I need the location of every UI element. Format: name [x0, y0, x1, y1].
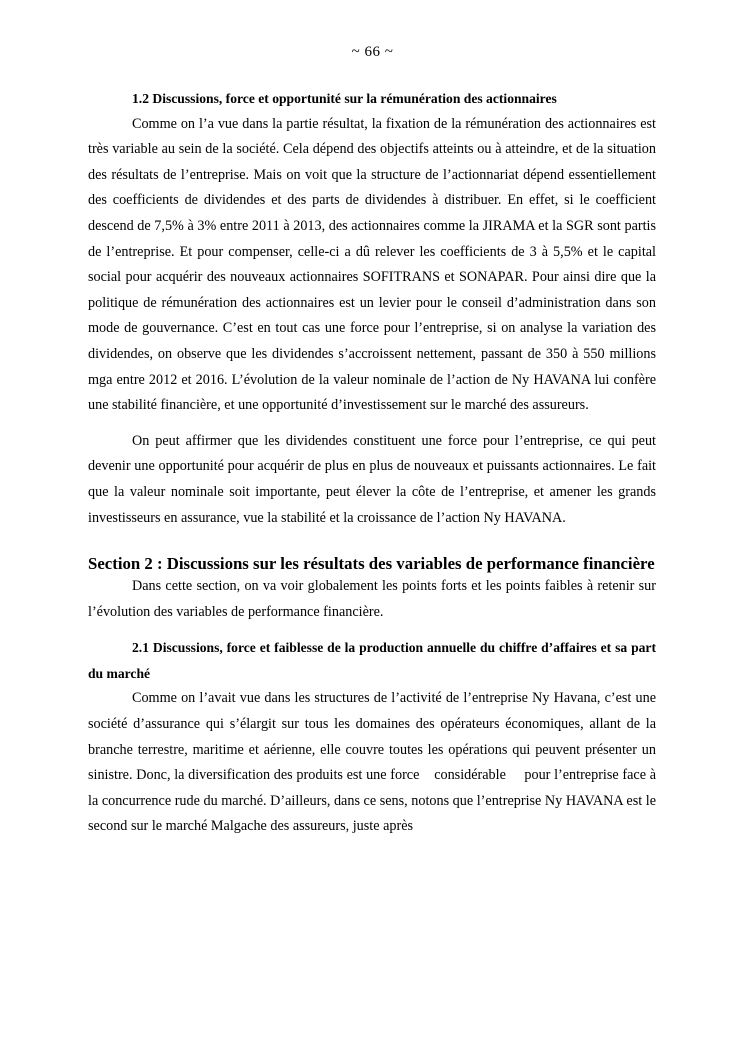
paragraph-dividendes: On peut affirmer que les dividendes constituent une force pour l’entreprise, ce qui peut devenir une opportunité pour acquérir de plus en plus de nouveaux et puissants actionnaires. Le fait que la valeur nominale soit importante, peut élever la côte de l’entreprise, et amener les grands investisseurs en assurance, vue la stabilité et la croissance de l’action Ny HAVANA. — [88, 432, 656, 526]
page-number: ~ 66 ~ — [351, 44, 394, 60]
paragraph-production: Comme on l’avait vue dans les structures de l’activité de l’entreprise Ny Havana, c’est une société d’assurance qui s’élargit sur tous les domaines des opérateurs économiques, allant de la branche terrestre, maritime et aérienne, elle couvre toutes les opérations qui peuvent présenter un sinistre. Donc, la diversification des produits est une force considérable pour l’entreprise face à la concurrence rude du marché. D’ailleurs, dans ce sens, notons que l’entreprise Ny HAVANA est le second sur le marché Malgache des assureurs, juste après — [88, 690, 660, 835]
page-content — [88, 86, 660, 840]
paragraph-remuneration: Comme on l’a vue dans la partie résultat, la fixation de la rémunération des actionnaires est très variable au sein de la société. Cela dépend des objectifs atteints ou à atteindre, et de la situation des résultats de l’entreprise. Mais on voit que la structure de l’actionnariat dépend essentiellement des coefficients de dividendes et des parts de dividendes à distribuer. En effet, si le coefficient descend de 7,5% à 3% entre 2011 à 2013, des actionnaires comme la JIRAMA et la SGR sont partis de l’entreprise. Et pour compenser, celle-ci a dû relever les coefficients de 3 à 5,5% et le capital social pour acquérir des nouveaux actionnaires SOFITRANS et SONAPAR. Pour ainsi dire que la politique de rémunération des actionnaires est un levier pour le conseil d’administration dans son mode de gouvernance. C’est en tout cas une force pour l’entreprise, si on analyse la variation des dividendes, on observe que les dividendes s’accroissent nettement, passant de 350 à 550 millions mga entre 2012 et 2016. L’évolution de la valeur nominale de l’action de Ny HAVANA lui confère une stabilité financière, et une opportunité d’investissement sur le marché des assureurs. — [88, 115, 656, 414]
section-2-title: Section 2 : Discussions sur les résultats des variables de performance financière — [88, 554, 655, 574]
subsection-heading-1-2: 1.2 Discussions, force et opportunité sur la rémunération des actionnaires — [132, 91, 557, 106]
section-2-intro: Dans cette section, on va voir globalement les points forts et les points faibles à retenir sur l’évolution des variables de performance financière. — [88, 578, 656, 620]
subsection-heading-2-1: 2.1 Discussions, force et faiblesse de la production annuelle du chiffre d’affaires et sa part du marché — [88, 640, 656, 681]
